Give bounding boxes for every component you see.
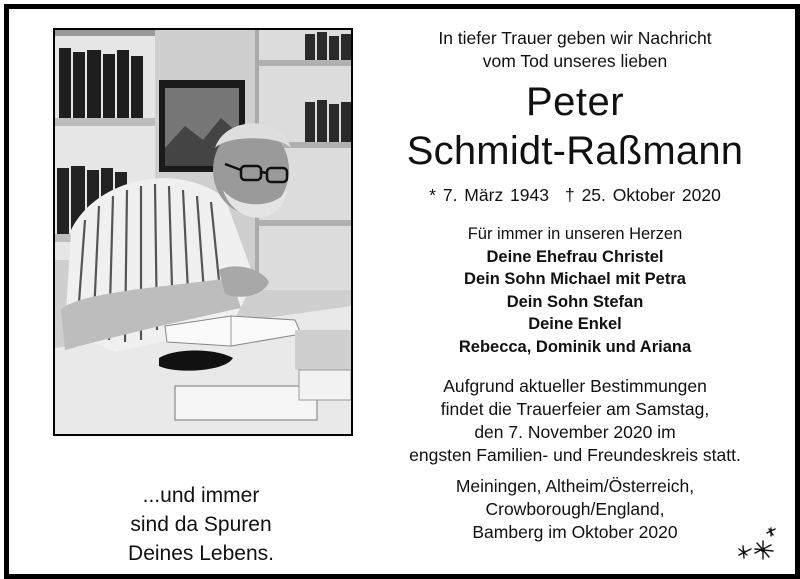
quote-line: Deines Lebens. xyxy=(128,542,274,565)
portrait-photo xyxy=(53,28,353,436)
notice-line: den 7. November 2020 im xyxy=(474,422,676,442)
mourner-name: Rebecca, Dominik und Ariana xyxy=(458,337,692,356)
intro-text xyxy=(369,27,781,73)
mourners-list xyxy=(369,223,781,358)
funeral-notice xyxy=(369,375,781,467)
obituary-page xyxy=(9,9,795,574)
quote-line: sind da Spuren xyxy=(130,513,272,536)
deceased-last-name: Schmidt-Raßmann xyxy=(406,129,744,173)
mourners-lead: Für immer in unseren Herzen xyxy=(467,225,683,243)
place-line: Crowborough/England, xyxy=(485,499,665,519)
place-line: Meiningen, Altheim/Österreich, xyxy=(455,476,695,496)
mourner-name: Deine Enkel xyxy=(528,315,622,333)
place-line: Bamberg im Oktober 2020 xyxy=(472,522,678,542)
notice-line: engsten Familien- und Freundeskreis statt. xyxy=(409,445,741,465)
mourner-name: Deine Ehefrau Christel xyxy=(486,247,664,266)
birth-date: * 7. März 1943 xyxy=(429,185,549,205)
place-and-date xyxy=(369,475,781,544)
mourner-name: Dein Sohn Michael mit Petra xyxy=(464,270,686,288)
notice-line: Aufgrund aktueller Bestimmungen xyxy=(443,376,707,396)
death-date: † 25. Oktober 2020 xyxy=(564,185,721,205)
mourner-name: Dein Sohn Stefan xyxy=(506,292,644,311)
intro-line: In tiefer Trauer geben wir Nachricht xyxy=(438,28,712,48)
quote-line: ...und immer xyxy=(142,484,260,507)
obituary-text xyxy=(369,27,781,544)
deceased-first-name: Peter xyxy=(525,80,625,124)
notice-line: findet die Trauerfeier am Samstag, xyxy=(440,399,710,419)
flower-ornament-icon xyxy=(733,527,781,563)
life-dates xyxy=(369,184,781,206)
obituary-frame xyxy=(4,4,800,579)
memorial-quote xyxy=(53,481,349,568)
intro-line: vom Tod unseres lieben xyxy=(482,51,668,71)
